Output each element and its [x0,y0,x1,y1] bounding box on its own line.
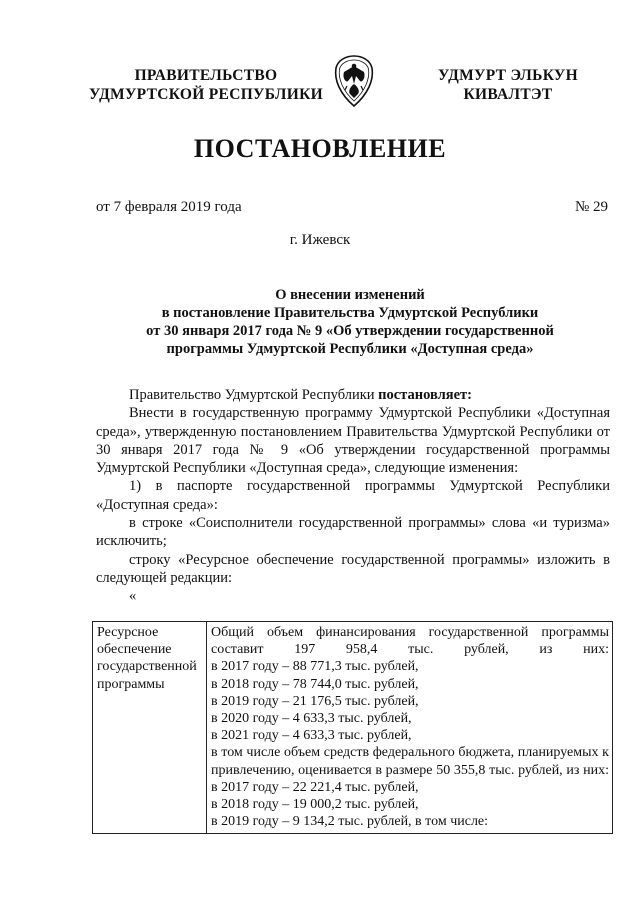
paragraph-resources: строку «Ресурсное обеспечение государственной программы» изложить в следующей редакции: [96,551,610,586]
table-line-2020: в 2020 году – 4 633,3 тыс. рублей, [211,711,412,727]
quote-open: « [129,588,137,605]
document-city: г. Ижевск [289,232,351,248]
document-subject [100,286,600,358]
paragraph-coexecutors: в строке «Соисполнители государственной программы» слова «и туризма» исключить; [96,515,610,550]
header-left-line2: УДМУРТСКОЙ РЕСПУБЛИКИ [88,86,323,103]
table-line-2018: в 2018 году – 78 744,0 тыс. рублей, [211,676,419,692]
subject-line3: от 30 января 2017 года № 9 «Об утверждении государственной [146,323,554,339]
document-date: от 7 февраля 2019 года [96,199,242,215]
table-line-total: Общий объем финансирования государственной программы составит 197 958,4 тыс. рублей, из них: [211,625,609,658]
table-label-cell: Ресурсное обеспечение государственной программы [93,622,207,834]
subject-line4: программы Удмуртской Республики «Доступная среда» [166,341,534,357]
paragraph-resolves-bold: постановляет: [378,387,472,403]
paragraph-resolves-text: Правительство Удмуртской Республики [129,387,379,403]
table-row [93,622,613,834]
document-number: № 29 [574,199,608,215]
document-body [96,386,610,606]
paragraph-amendment: Внести в государственную программу Удмуртской Республики «Доступная среда», утвержденную постановлением Правительства Удмуртской Республики от 30 января 2017 года № 9 «Об утверждении государственной программы Удмуртской Республики «Доступная среда», следующие изменения: [96,405,610,477]
table-line-fed-2017: в 2017 году – 22 221,4 тыс. рублей, [211,779,419,795]
paragraph-passport: 1) в паспорте государственной программы Удмуртской Республики «Доступная среда»: [96,478,610,513]
table-line-2019: в 2019 году – 21 176,5 тыс. рублей, [211,693,419,709]
paragraph-resolves [96,386,610,404]
table-line-fed-2018: в 2018 году – 19 000,2 тыс. рублей, [211,797,419,813]
subject-line2: в постановление Правительства Удмуртской Республики [161,305,539,321]
table-line-fed-2019: в 2019 году – 9 134,2 тыс. рублей, в том числе: [211,814,489,830]
header-right-line1: УДМУРТ ЭЛЬКУН [438,67,578,84]
udmurt-coat-of-arms-icon [332,54,376,108]
table-content-cell [207,622,613,834]
header-right-line2: КИВАЛТЭТ [463,86,553,103]
header-government-udm [432,66,584,104]
table-line-2017: в 2017 году – 88 771,3 тыс. рублей, [211,659,419,675]
subject-line1: О внесении изменений [275,287,425,303]
header-left-line1: ПРАВИТЕЛЬСТВО [134,67,278,84]
table-line-2021: в 2021 году – 4 633,3 тыс. рублей, [211,728,412,744]
table-line-federal: в том числе объем средств федерального бюджета, планируемых к привлечению, оценивается в размере 50 355,8 тыс. рублей, из них: [211,745,609,778]
document-title: ПОСТАНОВЛЕНИЕ [193,134,447,163]
resource-table [92,621,613,834]
header-government-ru [88,66,324,104]
